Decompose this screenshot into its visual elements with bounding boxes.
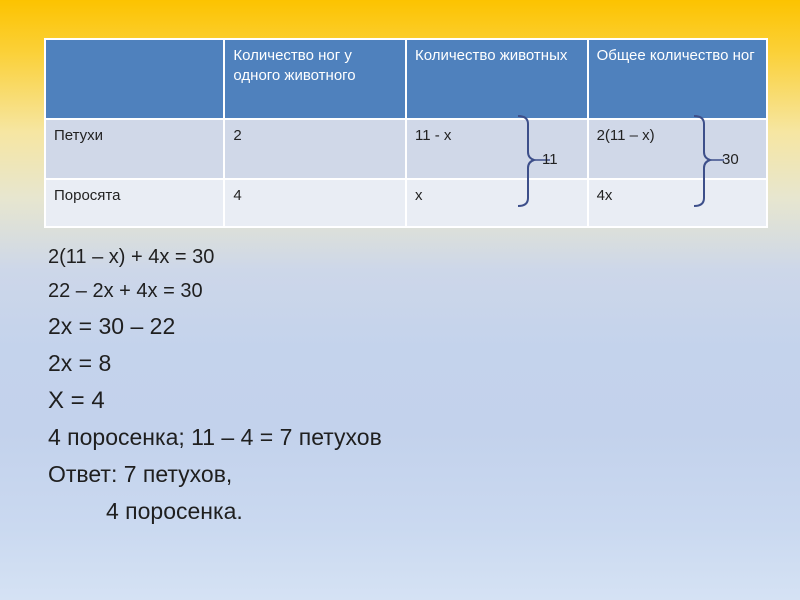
table-row: [45, 119, 767, 179]
total-brace-label: 30: [722, 151, 739, 168]
equation-line: 2х = 8: [48, 350, 112, 376]
cell-animal-name: Петухи: [45, 119, 224, 179]
cell-total: 4х: [588, 179, 767, 227]
conclusion-line: 4 поросенка; 11 – 4 = 7 петухов: [48, 424, 382, 450]
cell-legs: 4: [224, 179, 406, 227]
data-table: [44, 38, 768, 228]
cell-legs: 2: [224, 119, 406, 179]
cell-count: х: [406, 179, 588, 227]
header-animal-count: Количество животных: [406, 39, 588, 119]
header-legs-per-animal: Количество ног у одного животного: [224, 39, 406, 119]
equation-line: 2х = 30 – 22: [48, 313, 176, 339]
equation-line: 2(11 – х) + 4х = 30: [48, 246, 215, 268]
cell-count: 11 - х: [406, 119, 588, 179]
header-empty: [45, 39, 224, 119]
table-row: [45, 179, 767, 227]
answer-line: Ответ: 7 петухов,: [48, 461, 233, 487]
cell-animal-name: Поросята: [45, 179, 224, 227]
equation-line: 22 – 2х + 4х = 30: [48, 280, 203, 302]
equation-line: Х = 4: [48, 387, 105, 414]
count-brace-label: 11: [542, 151, 558, 168]
header-total-legs: Общее количество ног: [588, 39, 767, 119]
solution-block: [48, 240, 382, 530]
table-header-row: [45, 39, 767, 119]
cell-total: 2(11 – х): [588, 119, 767, 179]
answer-line-continued: 4 поросенка.: [106, 498, 243, 524]
